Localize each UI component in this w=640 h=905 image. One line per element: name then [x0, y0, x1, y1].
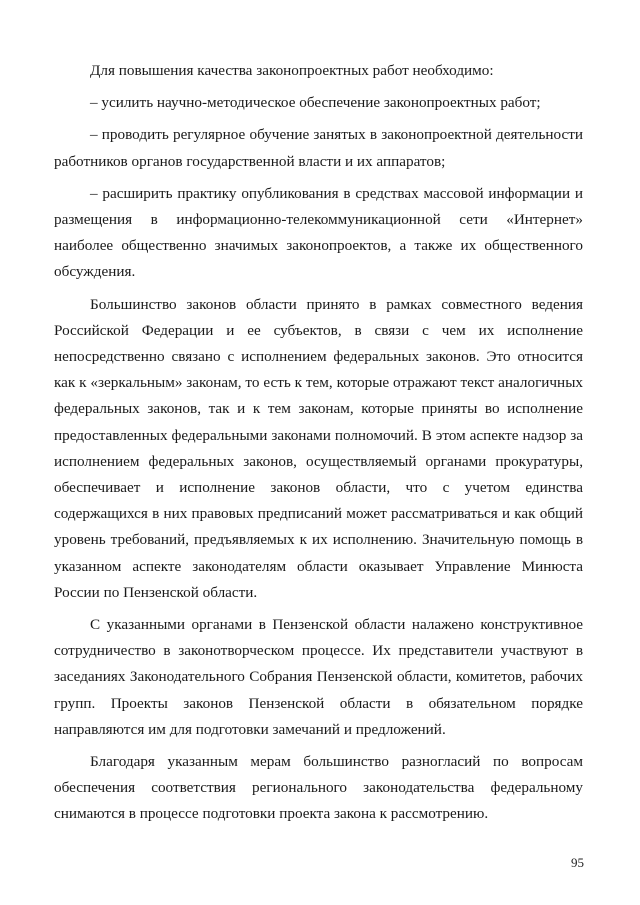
- paragraph-item-3: – расширить практику опубликования в средствах массовой информации и размещения в информационно-телекоммуникационной сети «Интернет» наиболее общественно значимых законопроектов, а также их общественного обсуждения.: [54, 184, 583, 281]
- paragraph-cooperation: С указанными органами в Пензенской области налажено конструктивное сотрудничество в законотворческом процессе. Их представители участвуют в заседаниях Законодательного Собрания Пензенской области, комитетов, рабочих групп. Проекты законов Пензенской области в обязательном порядке направляются им для подготовки замечаний и предложений.: [54, 616, 583, 738]
- paragraph-item-1: – усилить научно-методическое обеспечение законопроектных работ;: [90, 94, 541, 112]
- paragraph-conclusion: Благодаря указанным мерам большинство разногласий по вопросам обеспечения соответствия регионального законодательства федеральному снимаются в процессе подготовки проекта закона к рассмотрению.: [54, 753, 583, 823]
- page-number: 95: [571, 855, 584, 870]
- paragraph-intro: Для повышения качества законопроектных работ необходимо:: [90, 62, 494, 79]
- paragraph-laws: Большинство законов области принято в рамках совместного ведения Российской Федерации и ее субъектов, в связи с чем их исполнение непосредственно связано с исполнением федеральных законов. Это относится как к «зеркальным» законам, то есть к тем, которые отражают текст аналогичных федеральных законов, так и к тем законам, которые приняты во исполнение предоставленных федеральными законами полномочий. В этом аспекте надзор за исполнением федеральных законов, осуществляемый органами прокуратуры, обеспечивает и исполнение законов области, что с учетом единства содержащихся в них правовых предписаний может рассматриваться и как общий уровень требований, предъявляемых к их исполнению. Значительную помощь в указанном аспекте законодателям области оказывает Управление Минюста России по Пензенской области.: [54, 295, 583, 601]
- body-text: [54, 58, 583, 834]
- paragraph-item-2: – проводить регулярное обучение занятых в законопроектной деятельности работников органов государственной власти и их аппаратов;: [54, 126, 583, 170]
